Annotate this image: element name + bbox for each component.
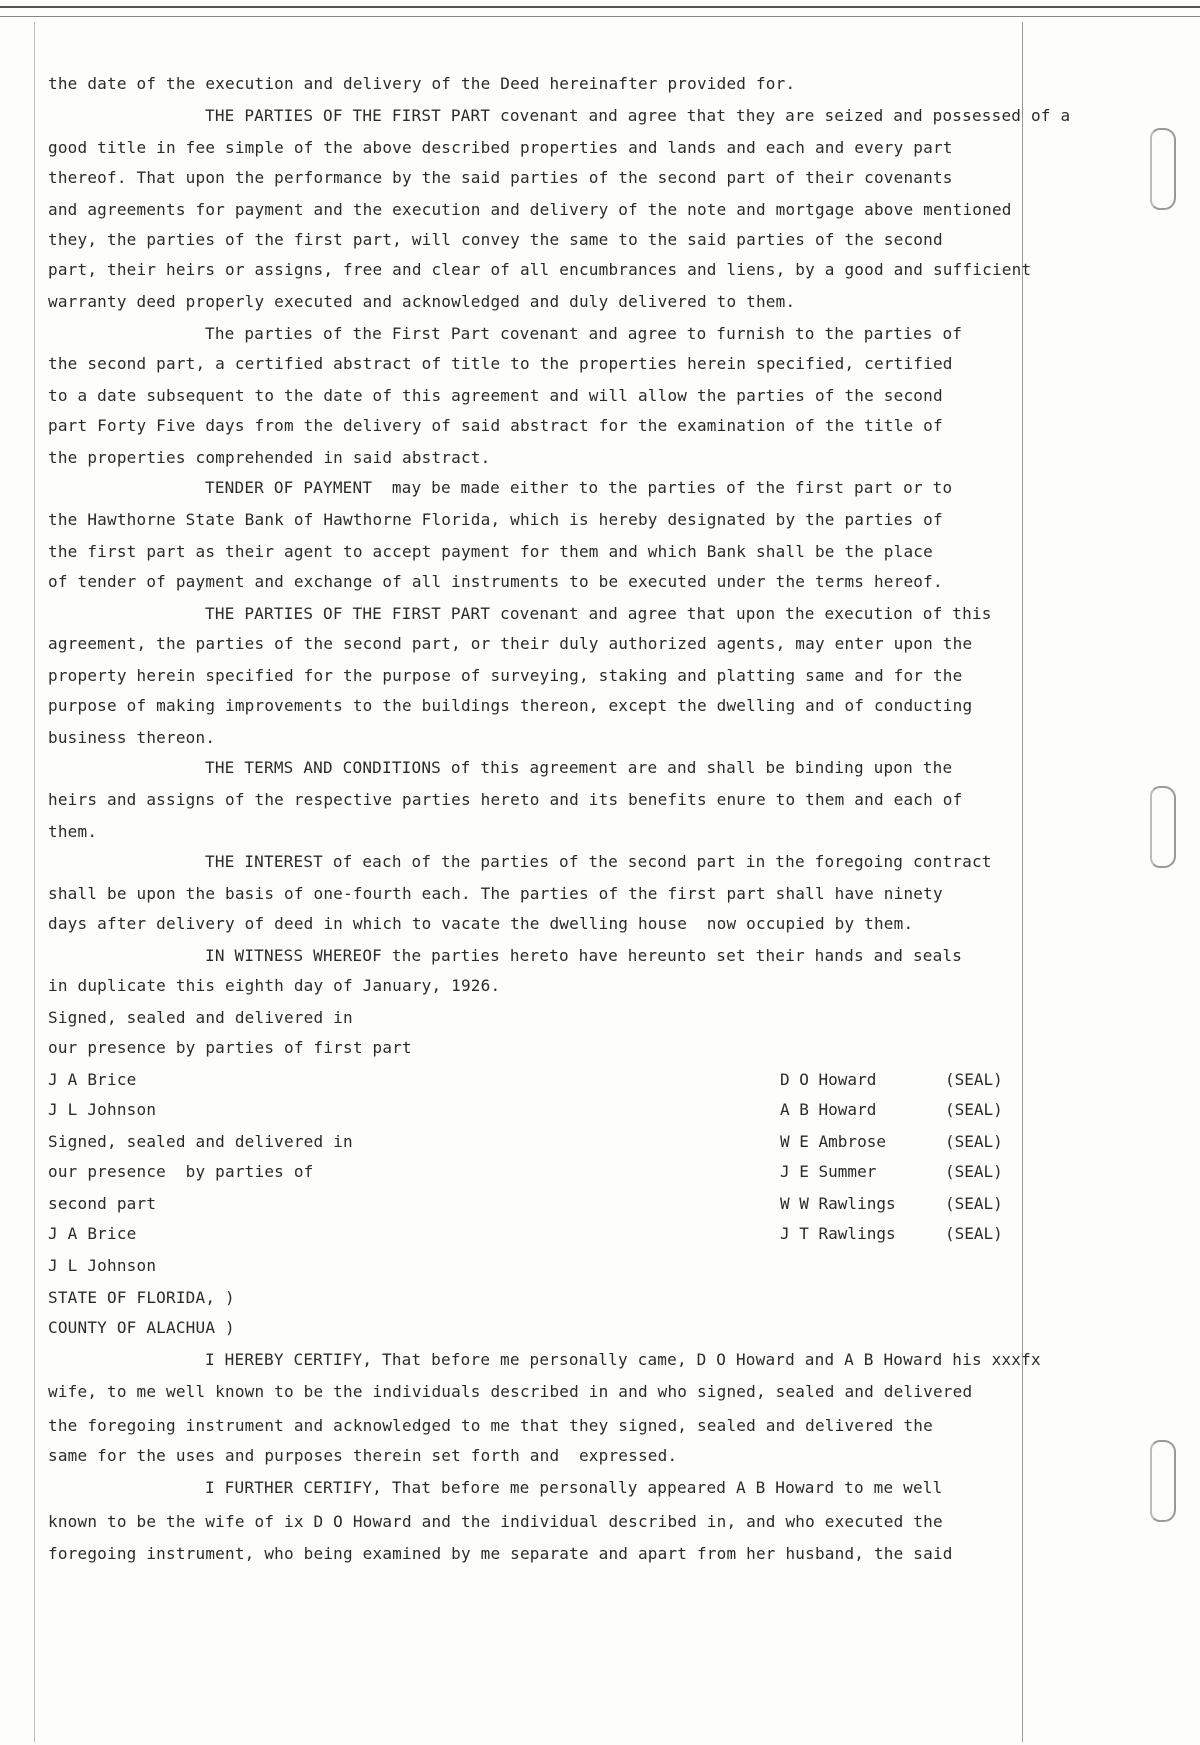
- signatory-name: D O Howard: [780, 1070, 877, 1089]
- document-line: the first part as their agent to accept payment for them and which Bank shall be the place: [48, 542, 933, 561]
- signatory-name: J T Rawlings: [780, 1224, 896, 1243]
- document-line: warranty deed properly executed and acknowledged and duly delivered to them.: [48, 292, 796, 311]
- document-line: the date of the execution and delivery of the Deed hereinafter provided for.: [48, 74, 796, 93]
- document-line: TENDER OF PAYMENT may be made either to the parties of the first part or to: [205, 478, 953, 497]
- document-line: shall be upon the basis of one-fourth each. The parties of the first part shall have ninety: [48, 884, 943, 903]
- seal-mark: (SEAL): [945, 1194, 1003, 1213]
- signatory-name: A B Howard: [780, 1100, 877, 1119]
- document-line: good title in fee simple of the above described properties and lands and each and every part: [48, 138, 953, 157]
- document-line: J L Johnson: [48, 1256, 157, 1275]
- document-line: the foregoing instrument and acknowledged to me that they signed, sealed and delivered the: [48, 1416, 933, 1435]
- document-line: purpose of making improvements to the buildings thereon, except the dwelling and of conducting: [48, 696, 973, 715]
- document-line: of tender of payment and exchange of all instruments to be executed under the terms hereof.: [48, 572, 943, 591]
- document-line: Signed, sealed and delivered in: [48, 1132, 353, 1151]
- document-line: THE PARTIES OF THE FIRST PART covenant and agree that upon the execution of this: [205, 604, 992, 623]
- signatory-name: J E Summer: [780, 1162, 877, 1181]
- document-line: business thereon.: [48, 728, 216, 747]
- document-line: THE INTEREST of each of the parties of the second part in the foregoing contract: [205, 852, 992, 871]
- document-line: and agreements for payment and the execution and delivery of the note and mortgage above mentioned: [48, 200, 1012, 219]
- document-line: the second part, a certified abstract of title to the properties herein specified, certified: [48, 354, 953, 373]
- document-line: Signed, sealed and delivered in: [48, 1008, 353, 1027]
- document-line: STATE OF FLORIDA, ): [48, 1288, 235, 1307]
- seal-mark: (SEAL): [945, 1100, 1003, 1119]
- seal-mark: (SEAL): [945, 1162, 1003, 1181]
- document-line: the properties comprehended in said abstract.: [48, 448, 491, 467]
- document-line: J A Brice: [48, 1070, 137, 1089]
- document-line: same for the uses and purposes therein set forth and expressed.: [48, 1446, 678, 1465]
- document-line: them.: [48, 822, 98, 841]
- document-line: THE PARTIES OF THE FIRST PART covenant and agree that they are seized and possessed of a: [205, 106, 1071, 125]
- document-line: part, their heirs or assigns, free and clear of all encumbrances and liens, by a good and sufficient: [48, 260, 1032, 279]
- document-line: property herein specified for the purpose of surveying, staking and platting same and for the: [48, 666, 963, 685]
- document-line: in duplicate this eighth day of January, 1926.: [48, 976, 501, 995]
- document-line: J A Brice: [48, 1224, 137, 1243]
- document-line: agreement, the parties of the second part, or their duly authorized agents, may enter upon the: [48, 634, 973, 653]
- document-line: IN WITNESS WHEREOF the parties hereto have hereunto set their hands and seals: [205, 946, 963, 965]
- document-line: THE TERMS AND CONDITIONS of this agreement are and shall be binding upon the: [205, 758, 953, 777]
- seal-mark: (SEAL): [945, 1070, 1003, 1089]
- document-line: I HEREBY CERTIFY, That before me personally came, D O Howard and A B Howard his xxxfx: [205, 1350, 1041, 1369]
- document-line: known to be the wife of ix D O Howard and the individual described in, and who executed the: [48, 1512, 943, 1531]
- document-line: part Forty Five days from the delivery of said abstract for the examination of the title of: [48, 416, 943, 435]
- document-line: second part: [48, 1194, 157, 1213]
- document-line: our presence by parties of first part: [48, 1038, 412, 1057]
- document-line: COUNTY OF ALACHUA ): [48, 1318, 235, 1337]
- document-line: the Hawthorne State Bank of Hawthorne Florida, which is hereby designated by the parties of: [48, 510, 943, 529]
- document-line: heirs and assigns of the respective parties hereto and its benefits enure to them and each of: [48, 790, 963, 809]
- document-line: to a date subsequent to the date of this agreement and will allow the parties of the second: [48, 386, 943, 405]
- seal-mark: (SEAL): [945, 1224, 1003, 1243]
- document-line: thereof. That upon the performance by the said parties of the second part of their covenants: [48, 168, 953, 187]
- seal-mark: (SEAL): [945, 1132, 1003, 1151]
- document-line: wife, to me well known to be the individuals described in and who signed, sealed and delivered: [48, 1382, 973, 1401]
- document-line: J L Johnson: [48, 1100, 157, 1119]
- document-line: our presence by parties of: [48, 1162, 314, 1181]
- document-line: they, the parties of the first part, will convey the same to the said parties of the second: [48, 230, 943, 249]
- document-line: days after delivery of deed in which to vacate the dwelling house now occupied by them.: [48, 914, 914, 933]
- document-line: foregoing instrument, who being examined by me separate and apart from her husband, the said: [48, 1544, 953, 1563]
- signatory-name: W E Ambrose: [780, 1132, 886, 1151]
- document-line: The parties of the First Part covenant and agree to furnish to the parties of: [205, 324, 963, 343]
- signatory-name: W W Rawlings: [780, 1194, 896, 1213]
- document-line: I FURTHER CERTIFY, That before me personally appeared A B Howard to me well: [205, 1478, 943, 1497]
